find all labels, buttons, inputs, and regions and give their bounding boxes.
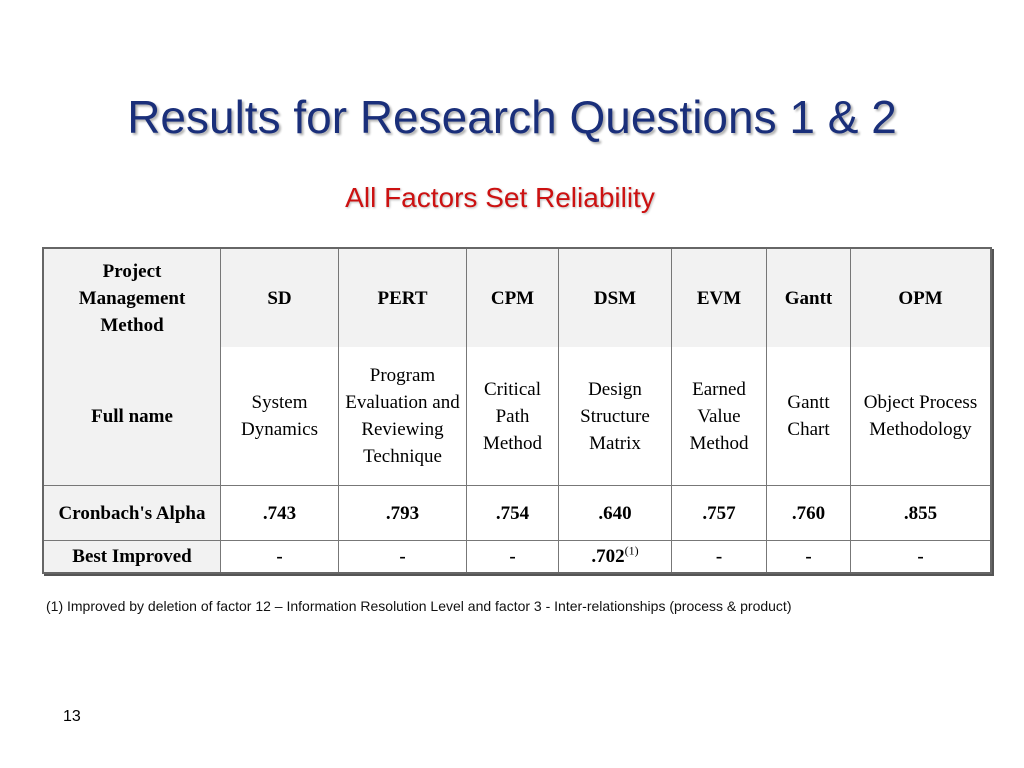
best-improved-dsm (559, 541, 672, 572)
reliability-table (42, 247, 992, 574)
header-evm: EVM (672, 249, 767, 347)
cronbach-pert: .793 (339, 486, 467, 541)
header-row-label: Project Management Method (44, 249, 221, 347)
cronbach-gantt: .760 (767, 486, 851, 541)
full-name-sd: System Dynamics (221, 347, 339, 486)
row-label-full-name: Full name (44, 347, 221, 486)
full-name-gantt: Gantt Chart (767, 347, 851, 486)
full-name-opm: Object Process Methodology (851, 347, 990, 486)
full-name-pert: Program Evaluation and Reviewing Technique (339, 347, 467, 486)
best-improved-evm: - (672, 541, 767, 572)
slide-subtitle: All Factors Set Reliability (345, 182, 655, 213)
slide-title: Results for Research Questions 1 & 2 (127, 91, 897, 143)
page-number: 13 (63, 708, 81, 725)
header-gantt: Gantt (767, 249, 851, 347)
full-name-cpm: Critical Path Method (467, 347, 559, 486)
header-cpm: CPM (467, 249, 559, 347)
cronbach-evm: .757 (672, 486, 767, 541)
cronbach-sd: .743 (221, 486, 339, 541)
row-label-best-improved: Best Improved (44, 541, 221, 572)
best-improved-pert: - (339, 541, 467, 572)
results-table-container (42, 247, 992, 574)
table-header-row (44, 249, 990, 347)
cronbach-opm: .855 (851, 486, 990, 541)
row-label-cronbach-alpha: Cronbach's Alpha (44, 486, 221, 541)
table-row-cronbach-alpha (44, 486, 990, 541)
header-pert: PERT (339, 249, 467, 347)
header-sd: SD (221, 249, 339, 347)
best-improved-sd: - (221, 541, 339, 572)
full-name-dsm: Design Structure Matrix (559, 347, 672, 486)
best-improved-opm: - (851, 541, 990, 572)
table-row-best-improved (44, 541, 990, 572)
best-improved-cpm: - (467, 541, 559, 572)
header-dsm: DSM (559, 249, 672, 347)
best-improved-dsm-value: .702 (591, 546, 625, 567)
table-row-full-name (44, 347, 990, 486)
cronbach-dsm: .640 (559, 486, 672, 541)
header-opm: OPM (851, 249, 990, 347)
full-name-evm: Earned Value Method (672, 347, 767, 486)
footnote: (1) Improved by deletion of factor 12 – Information Resolution Level and factor 3 - Inter-relationships (process & product) (46, 598, 792, 614)
footnote-reference: (1) (624, 543, 639, 558)
cronbach-cpm: .754 (467, 486, 559, 541)
best-improved-gantt: - (767, 541, 851, 572)
